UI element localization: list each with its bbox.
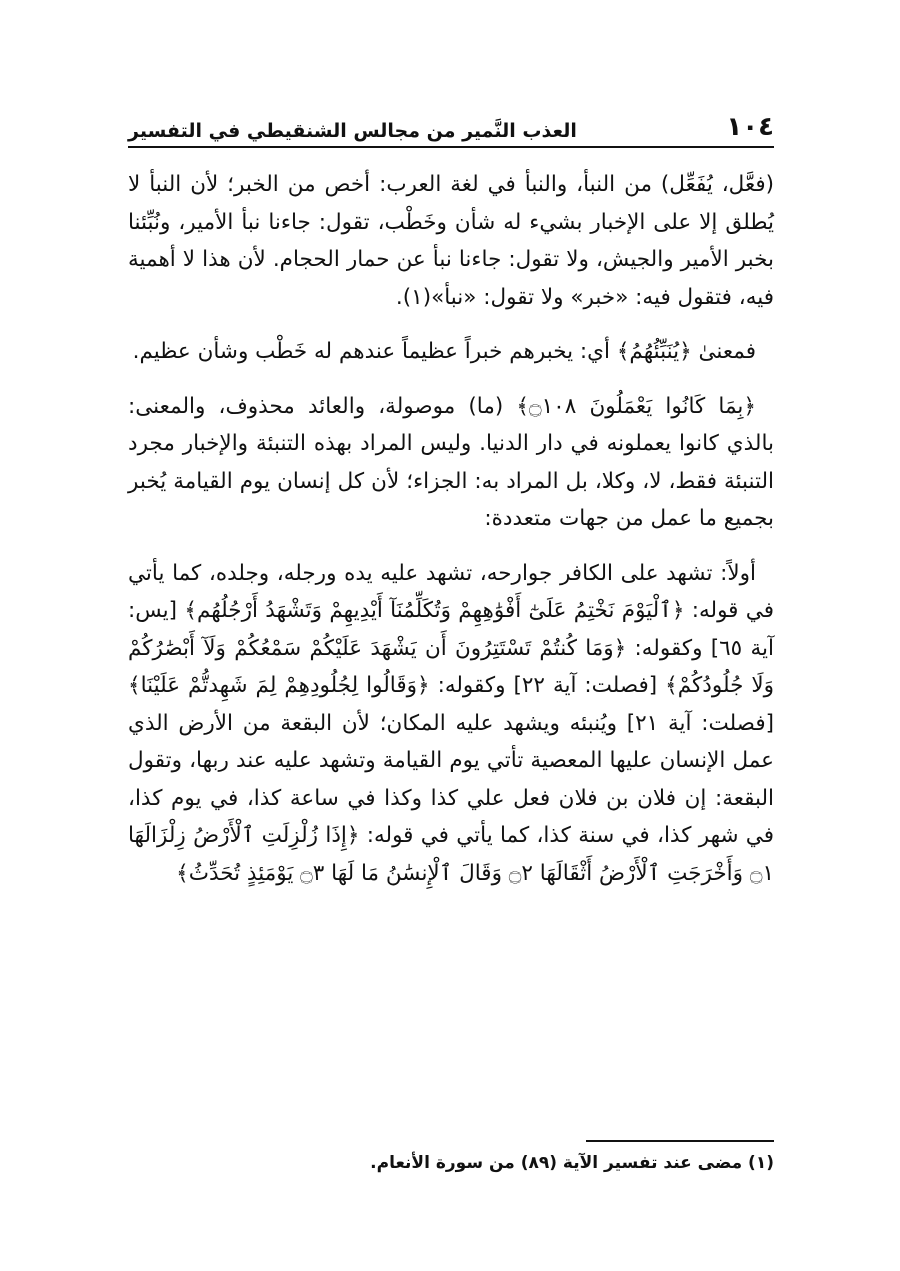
book-page xyxy=(128,0,774,1271)
page-number: ١٠٤ xyxy=(726,112,774,142)
running-title: العذب النَّمير من مجالس الشنقيطي في التفسير xyxy=(128,120,577,142)
paragraph-4: أولاً: تشهد على الكافر جوارحه، تشهد عليه يده ورجله، وجلده، كما يأتي في قوله: ﴿ٱلْيَوْمَ نَخْتِمُ عَلَىٰٓ أَفْوَٰهِهِمْ وَتُكَلِّمُنَآ أَيْدِيهِمْ وَتَشْهَدُ أَرْجُلُهُم﴾ [يس: آية ٦٥] وكقوله: ﴿وَمَا كُنتُمْ تَسْتَتِرُونَ أَن يَشْهَدَ عَلَيْكُمْ سَمْعُكُمْ وَلَآ أَبْصَٰرُكُمْ وَلَا جُلُودُكُمْ﴾ [فصلت: آية ٢٢] وكقوله: ﴿وَقَالُوا لِجُلُودِهِمْ لِمَ شَهِدتُّمْ عَلَيْنَا﴾ [فصلت: آية ٢١] ويُنبئه ويشهد عليه المكان؛ لأن البقعة من الأرض الذي عمل الإنسان عليها المعصية تأتي يوم القيامة وتشهد عليه عند ربها، وتقول البقعة: إن فلان بن فلان فعل علي كذا وكذا في ساعة كذا، في يوم كذا، في شهر كذا، في سنة كذا، كما يأتي في قوله: ﴿إِذَا زُلْزِلَتِ ٱلْأَرْضُ زِلْزَالَهَا ۝١ وَأَخْرَجَتِ ٱلْأَرْضُ أَثْقَالَهَا ۝٢ وَقَالَ ٱلْإِنسَٰنُ مَا لَهَا ۝٣ يَوْمَئِذٍ تُحَدِّثُ﴾ xyxy=(128,560,774,886)
paragraph-2: فمعنىٰ ﴿يُنَبِّئُهُمُ﴾ أي: يخبرهم خبراً عظيماً عندهم له خَطْب وشأن عظيم. xyxy=(132,339,756,364)
footnote-1: (١) مضى عند تفسير الآية (٨٩) من سورة الأنعام. xyxy=(370,1153,774,1173)
paragraph-3: ﴿بِمَا كَانُوا يَعْمَلُونَ ۝١٠٨﴾ (ما) موصولة، والعائد محذوف، والمعنى: بالذي كانوا يعملونه في دار الدنيا. وليس المراد بهذه التنبئة والإخبار مجرد التنبئة فقط، لا، وكلا، بل المراد به: الجزاء؛ لأن كل إنسان يوم القيامة يُخبر بجميع ما عمل من جهات متعددة: xyxy=(128,393,774,531)
running-header xyxy=(128,104,774,148)
footnote-divider xyxy=(586,1140,774,1142)
body-text xyxy=(128,166,774,892)
paragraph-1: (فعَّل، يُفَعِّل) من النبأ، والنبأ في لغة العرب: أخص من الخبر؛ لأن النبأ لا يُطلق إلا على الإخبار بشيء له شأن وخَطْب، تقول: جاءنا نبأ الأمير، ونُبِّئنا بخبر الأمير والجيش، ولا تقول: جاءنا نبأ عن حمار الحجام. لأن هذا لا أهمية فيه، فتقول فيه: «خبر» ولا تقول: «نبأ»(١). xyxy=(128,172,774,310)
